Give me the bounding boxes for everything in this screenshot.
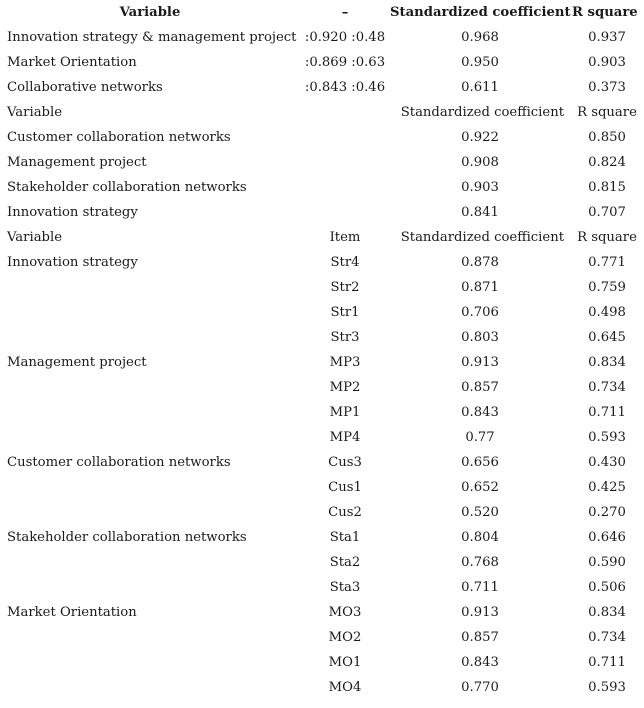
section3-row: [0, 375, 644, 400]
r-square-cell: 0.711: [588, 655, 626, 670]
r-square-cell: 0.646: [588, 530, 626, 545]
r-square-cell: 0.711: [588, 405, 626, 420]
std-coefficient-cell: 0.857: [461, 380, 499, 395]
std-coefficient-cell: 0.843: [461, 655, 499, 670]
variable-cell: Innovation strategy & management project: [7, 30, 297, 45]
blank-cell: [300, 175, 390, 200]
r-square-cell: 0.771: [588, 255, 626, 270]
std-coefficient-cell: 0.706: [461, 305, 499, 320]
section3-row: [0, 450, 644, 475]
std-coefficient-cell: 0.711: [461, 580, 499, 595]
variable-cell: [0, 625, 300, 650]
section3-row: [0, 675, 644, 700]
section3-row: [0, 625, 644, 650]
blank-cell: [300, 125, 390, 150]
section1-row: [0, 50, 644, 75]
item-cell: Sta3: [329, 580, 361, 595]
variable-cell: Management project: [7, 155, 147, 170]
std-coefficient-cell: 0.770: [461, 680, 499, 695]
variable-cell: [0, 550, 300, 575]
std-coefficient-cell: 0.968: [461, 30, 499, 45]
r-square-cell: 0.815: [588, 180, 626, 195]
section3-row: [0, 650, 644, 675]
r-square-cell: 0.903: [588, 55, 626, 70]
section3-row: [0, 500, 644, 525]
r-square-cell: 0.373: [588, 80, 626, 95]
section3-row: [0, 425, 644, 450]
item-cell: MP3: [329, 355, 361, 370]
section3-row: [0, 575, 644, 600]
section1-header-std: Standardized coefficient: [390, 5, 571, 20]
item-cell: Sta1: [329, 530, 361, 545]
r-square-cell: 0.593: [588, 430, 626, 445]
section2-header-blank: [300, 100, 390, 125]
section3-row: [0, 475, 644, 500]
std-coefficient-cell: 0.908: [461, 155, 499, 170]
variable-cell: Innovation strategy: [7, 255, 138, 270]
section3-row: [0, 250, 644, 275]
section2-row: [0, 125, 644, 150]
std-coefficient-cell: 0.611: [461, 80, 499, 95]
std-coefficient-cell: 0.768: [461, 555, 499, 570]
r-square-cell: 0.590: [588, 555, 626, 570]
section2-row: [0, 150, 644, 175]
r-square-cell: 0.645: [588, 330, 626, 345]
std-coefficient-cell: 0.903: [461, 180, 499, 195]
std-coefficient-cell: 0.871: [461, 280, 499, 295]
item-cell: Cus2: [328, 505, 362, 520]
r-square-cell: 0.937: [588, 30, 626, 45]
std-coefficient-cell: 0.913: [461, 355, 499, 370]
loading-pair-cell: :0.920 :0.48: [304, 30, 386, 45]
std-coefficient-cell: 0.652: [461, 480, 499, 495]
std-coefficient-cell: 0.656: [461, 455, 499, 470]
variable-cell: Customer collaboration networks: [7, 130, 231, 145]
r-square-cell: 0.425: [588, 480, 626, 495]
r-square-cell: 0.270: [588, 505, 626, 520]
section2-header-variable: Variable: [7, 105, 63, 120]
section1-row: [0, 25, 644, 50]
r-square-cell: 0.707: [588, 205, 626, 220]
section3-row: [0, 400, 644, 425]
section3-row: [0, 600, 644, 625]
variable-cell: Innovation strategy: [7, 205, 138, 220]
variable-cell: Stakeholder collaboration networks: [7, 180, 247, 195]
section3-header-row: [0, 225, 644, 250]
section1-header-variable: Variable: [119, 5, 181, 20]
variable-cell: Management project: [7, 355, 147, 370]
section3-header-item: Item: [329, 230, 361, 245]
r-square-cell: 0.734: [588, 380, 626, 395]
section3-row: [0, 275, 644, 300]
section1-header-row: [0, 0, 644, 25]
std-coefficient-cell: 0.857: [461, 630, 499, 645]
variable-cell: Customer collaboration networks: [7, 455, 231, 470]
section3-row: [0, 525, 644, 550]
item-cell: MP4: [329, 430, 361, 445]
item-cell: Str1: [330, 305, 360, 320]
item-cell: Str3: [330, 330, 360, 345]
loading-pair-cell: :0.869 :0.63: [304, 55, 386, 70]
std-coefficient-cell: 0.950: [461, 55, 499, 70]
section3-row: [0, 550, 644, 575]
section3-header-std: Standardized coefficient: [400, 230, 564, 245]
section2-header-row: [0, 100, 644, 125]
r-square-cell: 0.506: [588, 580, 626, 595]
r-square-cell: 0.734: [588, 630, 626, 645]
std-coefficient-cell: 0.913: [461, 605, 499, 620]
std-coefficient-cell: 0.922: [461, 130, 499, 145]
section3-row: [0, 300, 644, 325]
item-cell: MO4: [328, 680, 362, 695]
item-cell: Sta2: [329, 555, 361, 570]
section2-row: [0, 200, 644, 225]
variable-cell: [0, 500, 300, 525]
variable-cell: Market Orientation: [7, 605, 137, 620]
r-square-cell: 0.759: [588, 280, 626, 295]
section2-header-std: Standardized coefficient: [400, 105, 564, 120]
section3-header-variable: Variable: [7, 230, 63, 245]
section3-header-rsq: R square: [577, 230, 637, 245]
variable-cell: Collaborative networks: [7, 80, 163, 95]
variable-cell: [0, 325, 300, 350]
r-square-cell: 0.430: [588, 455, 626, 470]
section2-header-rsq: R square: [577, 105, 637, 120]
variable-cell: [0, 375, 300, 400]
r-square-cell: 0.834: [588, 605, 626, 620]
item-cell: MP1: [329, 405, 361, 420]
std-coefficient-cell: 0.803: [461, 330, 499, 345]
variable-cell: [0, 650, 300, 675]
std-coefficient-cell: 0.843: [461, 405, 499, 420]
variable-cell: [0, 300, 300, 325]
r-square-cell: 0.593: [588, 680, 626, 695]
variable-cell: [0, 575, 300, 600]
variable-cell: [0, 675, 300, 700]
item-cell: Cus1: [328, 480, 362, 495]
section1-row: [0, 75, 644, 100]
r-square-cell: 0.850: [588, 130, 626, 145]
item-cell: Str4: [330, 255, 360, 270]
variable-cell: Stakeholder collaboration networks: [7, 530, 247, 545]
section1-header-mid: –: [341, 5, 349, 20]
variable-cell: [0, 275, 300, 300]
std-coefficient-cell: 0.841: [461, 205, 499, 220]
item-cell: MO3: [328, 605, 362, 620]
section3-row: [0, 350, 644, 375]
loading-pair-cell: :0.843 :0.46: [304, 80, 386, 95]
r-square-cell: 0.498: [588, 305, 626, 320]
variable-cell: Market Orientation: [7, 55, 137, 70]
blank-cell: [300, 150, 390, 175]
std-coefficient-cell: 0.878: [461, 255, 499, 270]
section3-row: [0, 325, 644, 350]
section1-header-rsq: R square: [572, 5, 638, 20]
std-coefficient-cell: 0.804: [461, 530, 499, 545]
item-cell: MP2: [329, 380, 361, 395]
std-coefficient-cell: 0.77: [465, 430, 495, 445]
variable-cell: [0, 400, 300, 425]
variable-cell: [0, 475, 300, 500]
item-cell: Cus3: [328, 455, 362, 470]
blank-cell: [300, 200, 390, 225]
r-square-cell: 0.834: [588, 355, 626, 370]
variable-cell: [0, 425, 300, 450]
item-cell: MO1: [328, 655, 362, 670]
section2-row: [0, 175, 644, 200]
item-cell: Str2: [330, 280, 360, 295]
r-square-cell: 0.824: [588, 155, 626, 170]
std-coefficient-cell: 0.520: [461, 505, 499, 520]
item-cell: MO2: [328, 630, 362, 645]
